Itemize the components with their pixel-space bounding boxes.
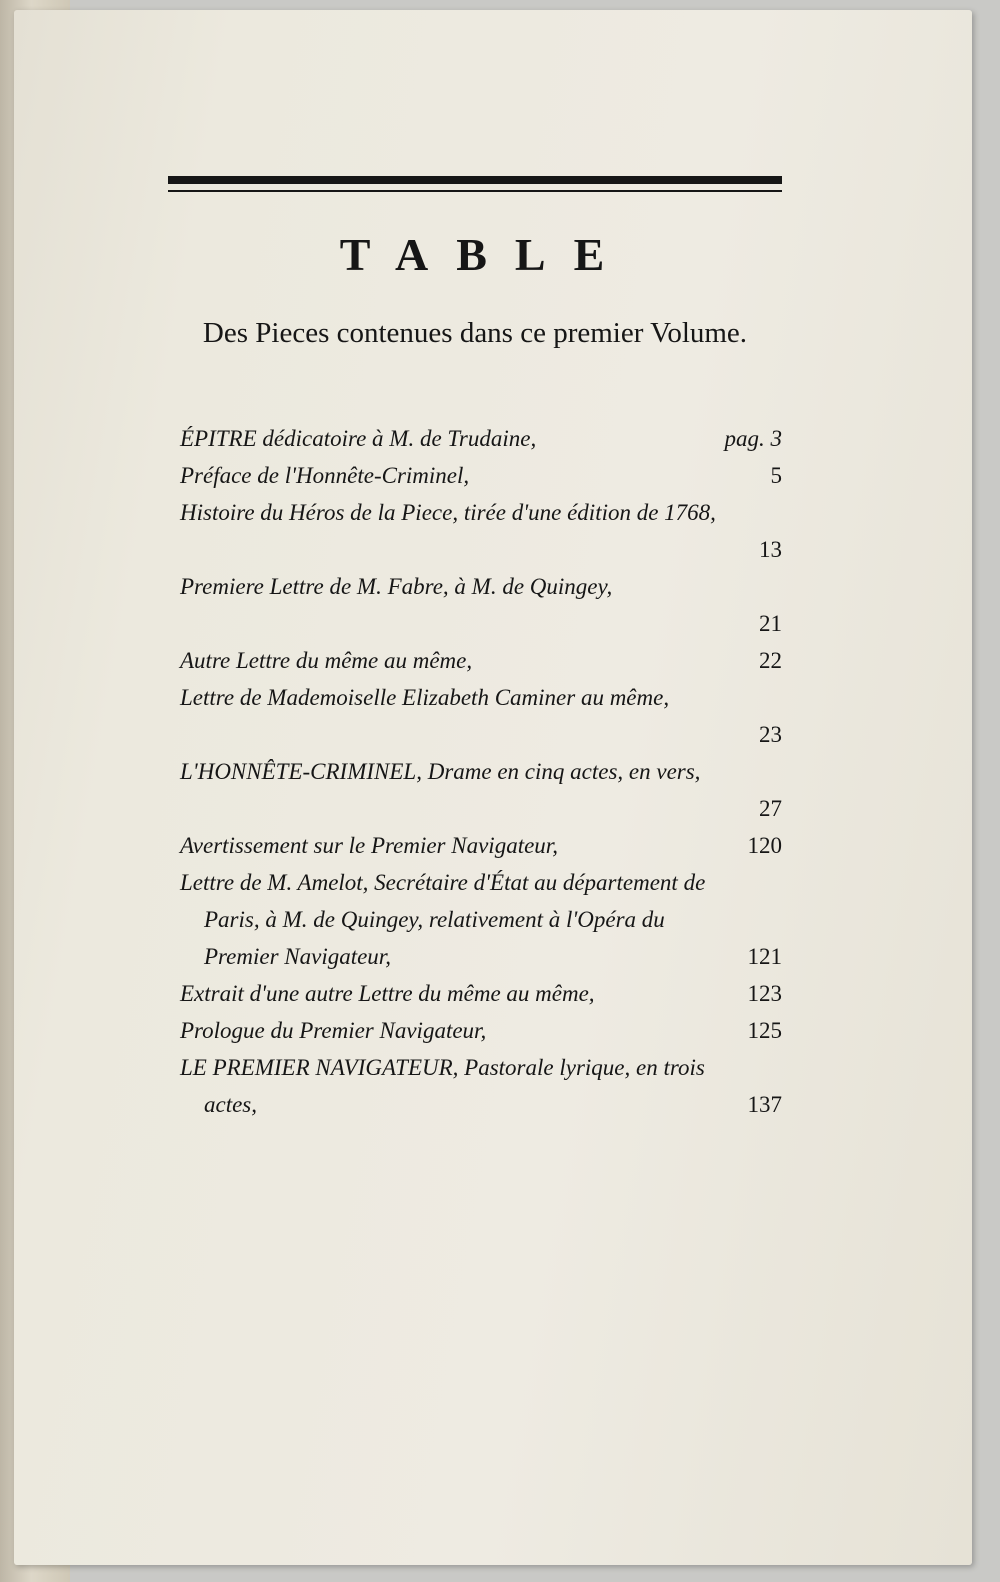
header-rule-thick [168,176,782,184]
toc-entry-text: Autre Lettre du même au même, [180,648,473,673]
toc-entry [180,494,782,568]
toc-entry-text: Extrait d'une autre Lettre du même au même, [180,981,595,1006]
toc-entry-text: LE PREMIER NAVIGATEUR, Pastorale lyrique, en trois actes, [180,1055,705,1117]
toc-entry-text: Préface de l'Honnête-Criminel, [180,463,470,488]
toc-entry-page: 22 [759,648,782,673]
toc-entry-page: 21 [759,611,782,636]
toc-entry-page: 27 [759,796,782,821]
toc-entry-text: Prologue du Premier Navigateur, [180,1018,487,1043]
toc-entry-text: L'HONNÊTE-CRIMINEL, Drame en cinq actes, en vers, [180,759,701,784]
toc-entry-page: 125 [747,1018,782,1043]
toc-entry [180,975,782,1012]
toc-entry [180,1012,782,1049]
toc-entry-text: Lettre de M. Amelot, Secrétaire d'État au département de Paris, à M. de Quingey, relativement à l'Opéra du Premier Navigateur, [180,870,706,969]
toc-entry [180,1049,782,1123]
toc-entry-text: ÉPITRE dédicatoire à M. de Trudaine, [180,426,537,451]
toc-entry [180,420,782,457]
toc-entry-page: 137 [747,1092,782,1117]
toc-entry [180,679,782,753]
toc-entry-text: Avertissement sur le Premier Navigateur, [180,833,558,858]
toc-entry-page: 23 [759,722,782,747]
toc-entry [180,864,782,975]
header-rule-thin [168,190,782,192]
toc-entry-page: pag. 3 [724,426,782,451]
toc-entry-page: 13 [759,537,782,562]
toc-entry [180,457,782,494]
toc-entry-page: 121 [747,944,782,969]
toc-entry [180,568,782,642]
page-subtitle: Des Pieces contenues dans ce premier Volume. [202,317,748,349]
toc-entry-page: 120 [747,833,782,858]
toc-entry [180,827,782,864]
page-title: TABLE [339,229,633,280]
toc-entry-text: Histoire du Héros de la Piece, tirée d'une édition de 1768, [180,500,716,525]
toc-entry [180,642,782,679]
toc-entry-text: Premiere Lettre de M. Fabre, à M. de Quingey, [180,574,613,599]
toc-entry [180,753,782,827]
toc-entry-text: Lettre de Mademoiselle Elizabeth Caminer au même, [180,685,670,710]
toc-entry-page: 123 [747,981,782,1006]
toc-entry-page: 5 [770,463,782,488]
table-of-contents [180,420,782,1123]
